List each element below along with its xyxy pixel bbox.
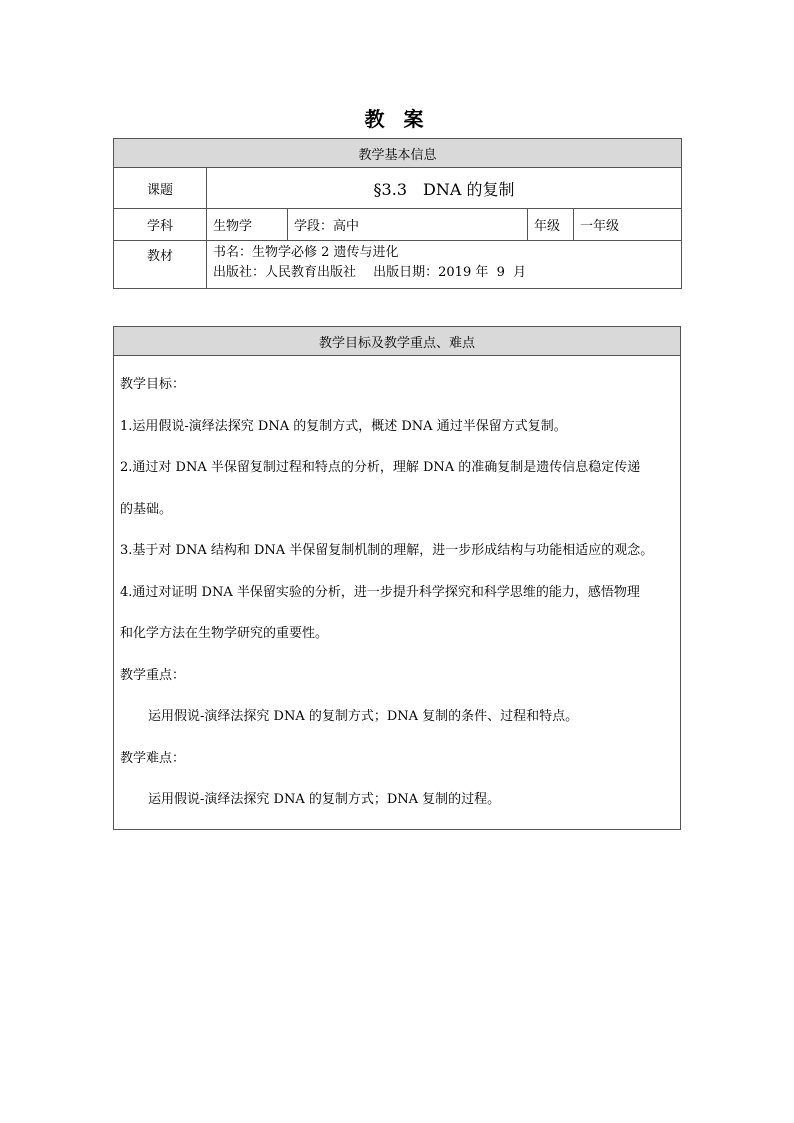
objectives-body xyxy=(114,356,681,830)
textbook-details xyxy=(207,241,682,289)
goal-item: 4.通过对证明 DNA 半保留实验的分析，进一步提升科学探究和科学思维的能力，感悟物理 xyxy=(120,584,640,600)
key-points-text: 运用假说-演绎法探究 DNA 的复制方式；DNA 复制的条件、过程和特点。 xyxy=(148,709,579,724)
stage-value: 学段：高中 xyxy=(288,209,528,241)
subject-label: 学科 xyxy=(114,209,207,241)
goal-item: 3.基于对 DNA 结构和 DNA 半保留复制机制的理解，进一步形成结构与功能相适应的观念。 xyxy=(120,543,654,558)
objectives-header: 教学目标及教学重点、难点 xyxy=(114,327,681,356)
difficulty-heading: 教学难点： xyxy=(120,750,186,766)
goal-item: 1.运用假说-演绎法探究 DNA 的复制方式，概述 DNA 通过半保留方式复制。 xyxy=(120,418,567,434)
grade-value: 一年级 xyxy=(574,209,682,241)
book-name: 书名：生物学必修 2 遗传与进化 xyxy=(213,245,399,260)
grade-label: 年级 xyxy=(528,209,574,241)
document-title: 教 案 xyxy=(364,107,430,131)
subject-value: 生物学 xyxy=(207,209,288,241)
difficulty-text: 运用假说-演绎法探究 DNA 的复制方式；DNA 复制的过程。 xyxy=(148,792,501,807)
basic-info-table xyxy=(113,138,682,289)
topic-value: §3.3 DNA 的复制 xyxy=(207,168,682,209)
goal-item: 2.通过对 DNA 半保留复制过程和特点的分析，理解 DNA 的准确复制是遗传信息稳定传递 xyxy=(120,460,641,475)
key-points-heading: 教学重点： xyxy=(120,667,186,683)
goals-heading: 教学目标： xyxy=(120,377,186,392)
goal-item: 和化学方法在生物学研究的重要性。 xyxy=(120,626,329,641)
publisher-info: 出版社：人民教育出版社 出版日期：2019 年 9 月 xyxy=(213,265,527,280)
basic-info-header: 教学基本信息 xyxy=(114,139,682,168)
topic-label: 课题 xyxy=(114,168,207,209)
goal-item: 的基础。 xyxy=(120,501,173,517)
textbook-label: 教材 xyxy=(114,241,207,289)
objectives-table xyxy=(113,326,681,830)
